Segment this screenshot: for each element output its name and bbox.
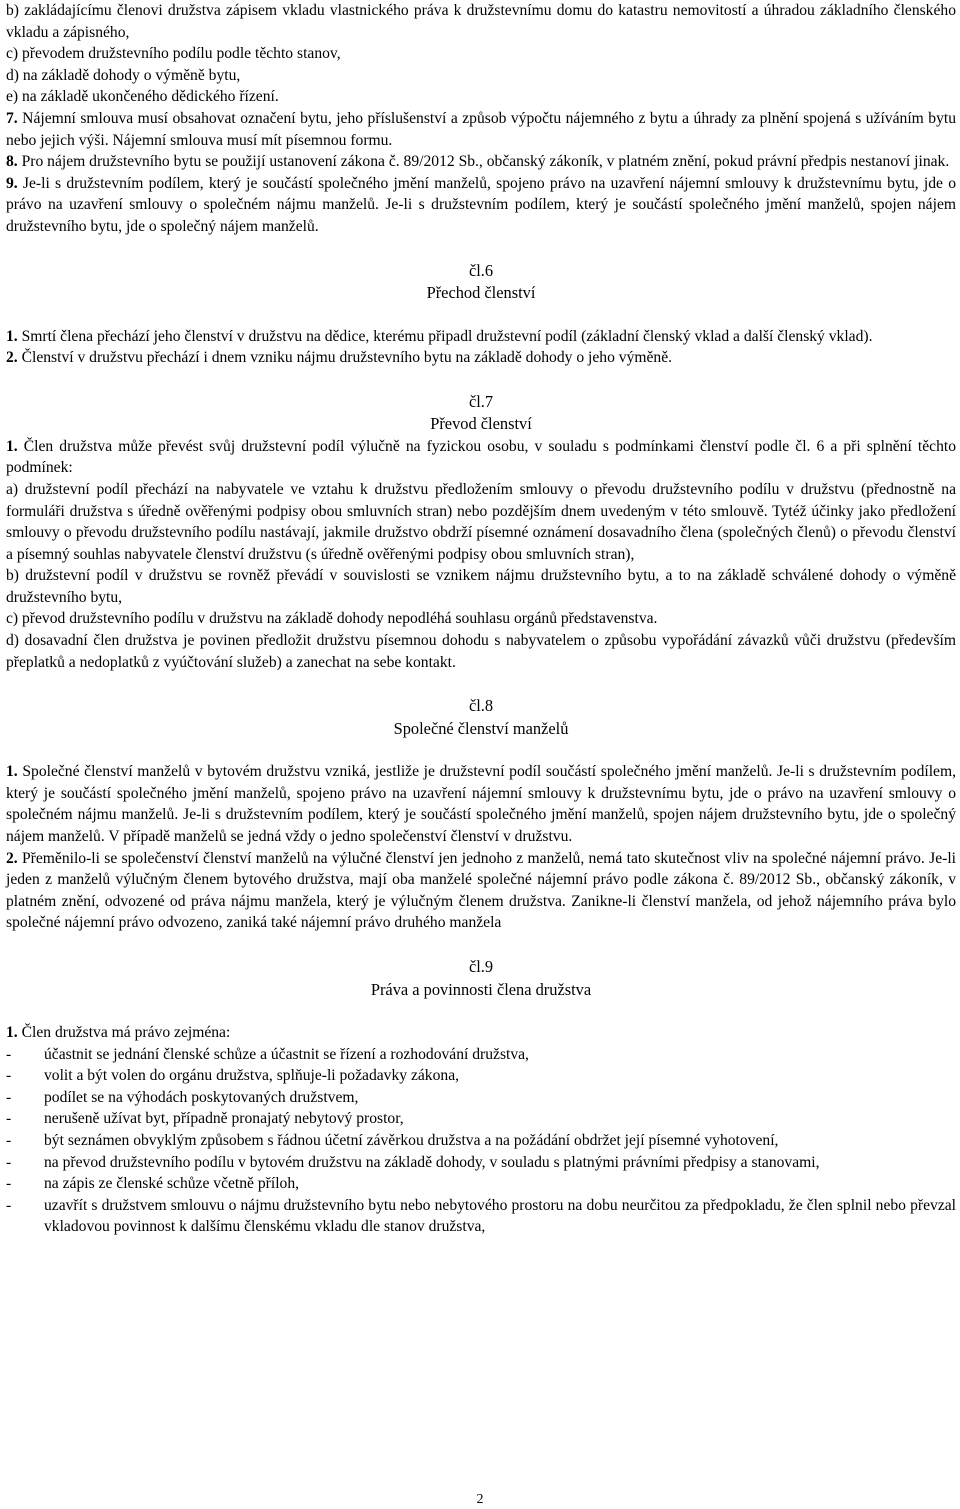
dash-bullet: - (6, 1088, 12, 1106)
list-item-text: podílet se na výhodách poskytovaných družstvem, (44, 1088, 359, 1106)
rights-list (6, 1044, 956, 1238)
dash-bullet: - (6, 1067, 12, 1085)
paragraph-number: 2. (6, 349, 18, 367)
list-item (6, 1044, 956, 1066)
section-top (6, 0, 956, 238)
paragraph-number: 2. (6, 849, 18, 867)
article-8 (6, 695, 956, 934)
article-number: čl.8 (468, 696, 494, 716)
list-item-text: nerušeně užívat byt, případně pronajatý nebytový prostor, (44, 1110, 404, 1128)
list-item (6, 1195, 956, 1238)
paragraph-text: Je-li s družstevním podílem, který je součástí společného jmění manželů, spojeno právo na uzavření nájemní smlouvy k družstevnímu bytu, jde o právo na uzavření smlouvy o společném nájmu manželů. Je-li s družstevním podílem, který je součástí společného jmění manželů, spojen nájem družstevního bytu, jde o společný nájem manželů. (6, 174, 956, 235)
clause-c: c) převod družstevního podílu v družstvu na základě dohody nepodléhá souhlasu orgánů představenstva. (6, 610, 658, 628)
article-title: Přechod členství (426, 283, 536, 303)
clause-e: e) na základě ukončeného dědického řízení. (6, 88, 279, 106)
page-number: 2 (476, 1492, 484, 1507)
dash-bullet: - (6, 1196, 12, 1214)
clause-b: b) družstevní podíl v družstvu se rovněž převádí v souvislosti se vznikem nájmu družstevního bytu, a to na základě schválené dohody o výměně družstevního bytu, (6, 567, 956, 606)
paragraph-number: 1. (6, 327, 18, 345)
article-number: čl.9 (468, 957, 494, 976)
paragraph-text: Pro nájem družstevního bytu se použijí ustanovení zákona č. 89/2012 Sb., občanský zákoník, v platném znění, pokud právní předpis nestanoví jinak. (17, 153, 950, 171)
paragraph-number: 9. (6, 174, 18, 192)
paragraph-text: Společné členství manželů v bytovém družstvu vzniká, jestliže je družstevní podíl součástí společného jmění manželů. Je-li s družstevním podílem, který je součástí společného jmění manželů, spojeno právo na uzavření nájemní smlouvy k družstevnímu bytu, jde o právo na uzavření smlouvy o společném nájmu manželů. Je-li s družstevním podílem, který je součástí společného jmění manželů, spojen nájem družstevního bytu, jde o společný nájem manželů. V případě manželů se jedná vždy o jedno společenství členství v družstvu. (6, 763, 956, 846)
paragraph-text: Nájemní smlouva musí obsahovat označení bytu, jeho příslušenství a způsob výpočtu nájemného z bytu a úhrady za plnění spojená s užíváním bytu nebo jejich výši. Nájemní smlouva musí mít písemnou formu. (6, 109, 956, 149)
dash-bullet: - (6, 1131, 12, 1149)
clause-d: d) na základě dohody o výměně bytu, (6, 66, 241, 84)
paragraph-1 (6, 761, 956, 847)
paragraph-text: Člen družstva má právo zejména: (17, 1024, 231, 1041)
list-item-text: účastnit se jednání členské schůze a účastnit se řízení a rozhodování družstva, (44, 1045, 529, 1063)
dash-bullet: - (6, 1175, 12, 1193)
list-item (6, 1152, 956, 1174)
document-page (6, 0, 956, 1238)
list-item (6, 1130, 956, 1152)
paragraph-2 (6, 347, 956, 369)
list-item-text: na zápis ze členské schůze včetně příloh, (44, 1175, 300, 1193)
paragraph-text: Člen družstva může převést svůj družstevní podíl výlučně na fyzickou osobu, v souladu s podmínkami členství podle čl. 6 a při splnění těchto podmínek: (6, 437, 956, 477)
list-item-text: volit a být volen do orgánu družstva, splňuje-li požadavky zákona, (44, 1067, 460, 1085)
list-item (6, 1065, 956, 1087)
clause-d: d) dosavadní člen družstva je povinen předložit družstvu písemnou dohodu s nabyvatelem o způsobu vypořádání závazků vůči družstvu (především přeplatků a nedoplatků z vyúčtování služeb) a zanechat na sebe kontakt. (6, 632, 956, 671)
clause-c: c) převodem družstevního podílu podle těchto stanov, (6, 45, 341, 63)
list-item (6, 1087, 956, 1109)
dash-bullet: - (6, 1153, 12, 1171)
article-number: čl.6 (468, 260, 494, 280)
paragraph-number: 8. (6, 153, 18, 171)
article-9 (6, 956, 956, 1238)
paragraph-1 (6, 326, 956, 348)
dash-bullet: - (6, 1045, 12, 1063)
paragraph-9 (6, 173, 956, 238)
article-title: Společné členství manželů (393, 718, 569, 738)
paragraph-number: 1. (6, 437, 18, 455)
paragraph-7 (6, 108, 956, 151)
paragraph-text: Přeměnilo-li se společenství členství manželů na výlučné členství jen jednoho z manželů, nemá tato skutečnost vliv na společné nájemní právo. Je-li jeden z manželů výlučným členem bytového družstva, mají oba manželé společné nájemní právo podle zákona č. 89/2012 Sb., občanský zákoník, v platném znění, odvozené od práva nájmu manžela, který je výlučným členem družstva. Zanikne-li členství manžela, od jehož nájemního práva bylo společné nájemní právo odvozeno, zaniká také nájemní právo druhého manžela (6, 849, 956, 932)
article-number: čl.7 (468, 391, 494, 411)
article-6 (6, 260, 956, 369)
dash-bullet: - (6, 1110, 12, 1128)
list-item-text: uzavřít s družstvem smlouvu o nájmu družstevního bytu nebo nebytového prostoru na dobu neurčitou za předpokladu, že člen splnil nebo převzal vkladovou povinnost k dalšímu členskému vkladu dle stanov družstva, (44, 1196, 956, 1236)
paragraph-1 (6, 436, 956, 479)
list-item-text: být seznámen obvyklým způsobem s řádnou účetní závěrkou družstva a na požádání obdržet její písemné vyhotovení, (44, 1131, 779, 1149)
article-7 (6, 391, 956, 674)
paragraph-1 (6, 1022, 956, 1044)
list-item (6, 1173, 956, 1195)
paragraph-text: Smrtí člena přechází jeho členství v družstvu na dědice, kterému připadl družstevní podíl (základní členský vklad a další členský vklad). (17, 327, 873, 345)
clause-b: b) zakládajícímu členovi družstva zápisem vkladu vlastnického práva k družstevnímu domu do katastru nemovitostí a úhradou základního členského vkladu a zápisného, (6, 2, 956, 41)
article-title: Práva a povinnosti člena družstva (370, 979, 592, 999)
paragraph-text: Členství v družstvu přechází i dnem vzniku nájmu družstevního bytu na základě dohody o jeho výměně. (17, 349, 673, 367)
article-title: Převod členství (430, 414, 532, 434)
clause-a: a) družstevní podíl přechází na nabyvatele ve vztahu k družstvu předložením smlouvy o převodu družstevního podílu v družstvu (přednostně na formuláři družstva s úředně ověřenými podpisy obou smluvních stran) nebo pozdějším dnem uvedeným v této smlouvě. Tytéž účinky jako předložení smlouvy o převodu družstevního podílu nastávají, jakmile družstvo obdrží písemné oznámení dosavadního člena (společných členů) o převodu členství a písemný souhlas nabyvatele členství družstvu (s úředně ověřenými podpisy obou smluvních stran), (6, 480, 956, 563)
paragraph-number: 7. (6, 109, 18, 127)
list-item (6, 1108, 956, 1130)
paragraph-2 (6, 848, 956, 934)
paragraph-number: 1. (6, 1024, 18, 1041)
paragraph-8 (6, 151, 956, 173)
paragraph-number: 1. (6, 763, 18, 781)
list-item-text: na převod družstevního podílu v bytovém družstvu na základě dohody, v souladu s platnými právními předpisy a stanovami, (44, 1153, 820, 1171)
